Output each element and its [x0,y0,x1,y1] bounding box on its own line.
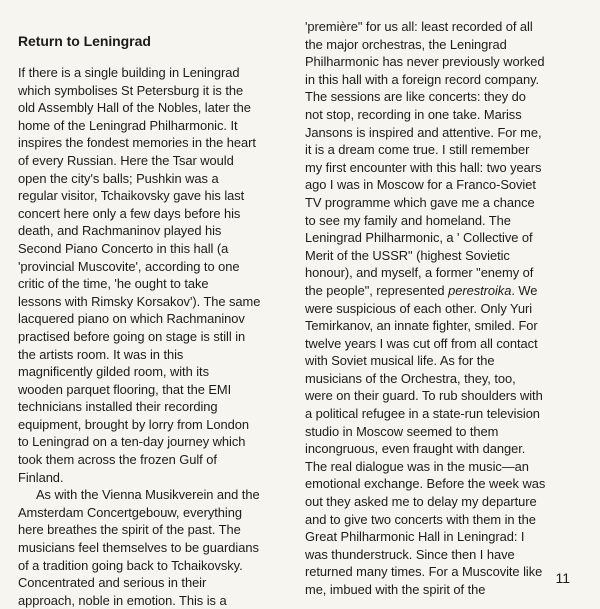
text-line: Jansons is inspired and attentive. For me, [305,124,542,140]
text-line: Finland. [18,469,64,485]
text-line: critic of the time, 'he ought to take [18,276,209,292]
text-line: studio in Moscow seemed to them [305,423,499,439]
text-line: with Soviet musical life. As for the [305,353,495,369]
text-line: death, and Rachmaninov played his [18,223,222,239]
left-column [18,32,280,609]
article-heading: Return to Leningrad [18,33,151,49]
text-line: musicians of the Orchestra, they, too, [305,370,516,386]
text-line: to Leningrad on a ten-day journey which [18,434,246,450]
text-line: Philharmonic has never previously worked [305,54,545,70]
text-line: 'première" for us all: least recorded of all [305,19,533,34]
right-column [305,18,577,599]
text-line: The real dialogue was in the music—an [305,458,529,474]
text-line: of every Russian. Here the Tsar would [18,152,234,168]
text-line: Temirkanov, an innate fighter, smiled. For [305,318,538,334]
text-line: were on their guard. To rub shoulders with [305,388,543,404]
text-line: incongruous, even fraught with danger. [305,441,526,457]
text-line: honour), and myself, a former "enemy of [305,265,534,281]
text-line: wooden parquet flooring, that the EMI [18,381,232,397]
text-line: approach, noble in emotion. This is a [18,592,227,608]
text-line: concert here only a few days before his [18,205,241,221]
text-line: lacquered piano on which Rachmaninov [18,311,245,327]
text-line: Concentrated and serious in their [18,575,207,591]
text-line: technicians installed their recording [18,399,218,415]
text-line: in this hall with a foreign record company. [305,71,540,87]
text-line: of a tradition going back to Tchaikovsky. [18,557,243,573]
text-line [305,282,577,300]
text-line: twelve years I was cut off from all contact [305,335,538,351]
text-line: was thunderstruck. Since then I have [305,546,515,562]
text-line: Leningrad Philharmonic, a ' Collective of [305,230,533,246]
text-line: TV programme which gave me a chance [305,194,535,210]
text-line: home of the Leningrad Philharmonic. It [18,117,238,133]
text-line: As with the Vienna Musikverein and the [36,487,260,503]
text-line: to see my family and homeland. The [305,212,511,228]
text-line: Merit of the USSR" (highest Sovietic [305,247,510,263]
text-line: musicians feel themselves to be guardians [18,540,259,556]
text-line: ago I was in Moscow for a Franco-Soviet [305,177,536,193]
text-line: open the city's balls; Pushkin was a [18,170,219,186]
text-line: here breathes the spirit of the past. The [18,522,241,538]
text-line: If there is a single building in Leningrad [18,65,240,80]
text-line: old Assembly Hall of the Nobles, later the [18,100,251,116]
text-line: 'provincial Muscovite', according to one [18,258,240,274]
text-line: and to give two concerts with them in the [305,511,536,527]
text-line: equipment, brought by lorry from London [18,416,249,432]
text-line: Great Philharmonic Hall in Leningrad: I [305,529,525,545]
text-line: not stop, recording in one take. Mariss [305,106,522,122]
text-line: returned many times. For a Muscovite like [305,564,543,580]
text-line: Amsterdam Concertgebouw, everything [18,504,242,520]
text-line: inspires the fondest memories in the heart [18,135,256,151]
text-line: regular visitor, Tchaikovsky gave his last [18,188,245,204]
paragraph-1 [18,64,280,486]
text-line: my first encounter with this hall: two years [305,159,542,175]
paragraph-2 [18,486,280,609]
page-number: 11 [555,570,570,586]
text-line: practised before going on stage is still in [18,328,246,344]
emphasis-perestroika: perestroika [448,282,512,298]
text-line: the artists room. It was in this [18,346,184,362]
text-line: lessons with Rimsky Korsakov'). The same [18,293,261,309]
text-line: The sessions are like concerts: they do [305,89,526,105]
text-line: took them across the frozen Gulf of [18,452,217,468]
text-line: it is a dream come true. I still remember [305,142,530,158]
text-line: magnificently gilded room, with its [18,364,209,380]
text-span: the people", represented [305,282,445,298]
text-line: were suspicious of each other. Only Yuri [305,300,533,316]
text-line: which symbolises St Petersburg it is the [18,82,244,98]
text-line: Second Piano Concerto in this hall (a [18,240,229,256]
text-span: . We [511,282,538,298]
text-line: emotional exchange. Before the week was [305,476,546,492]
text-line: a political refugee in a state-run television [305,406,540,422]
text-line: me, imbued with the spirit of the [305,582,486,597]
text-line: out they asked me to delay my departure [305,494,537,510]
text-line: the major orchestras, the Leningrad [305,36,507,52]
